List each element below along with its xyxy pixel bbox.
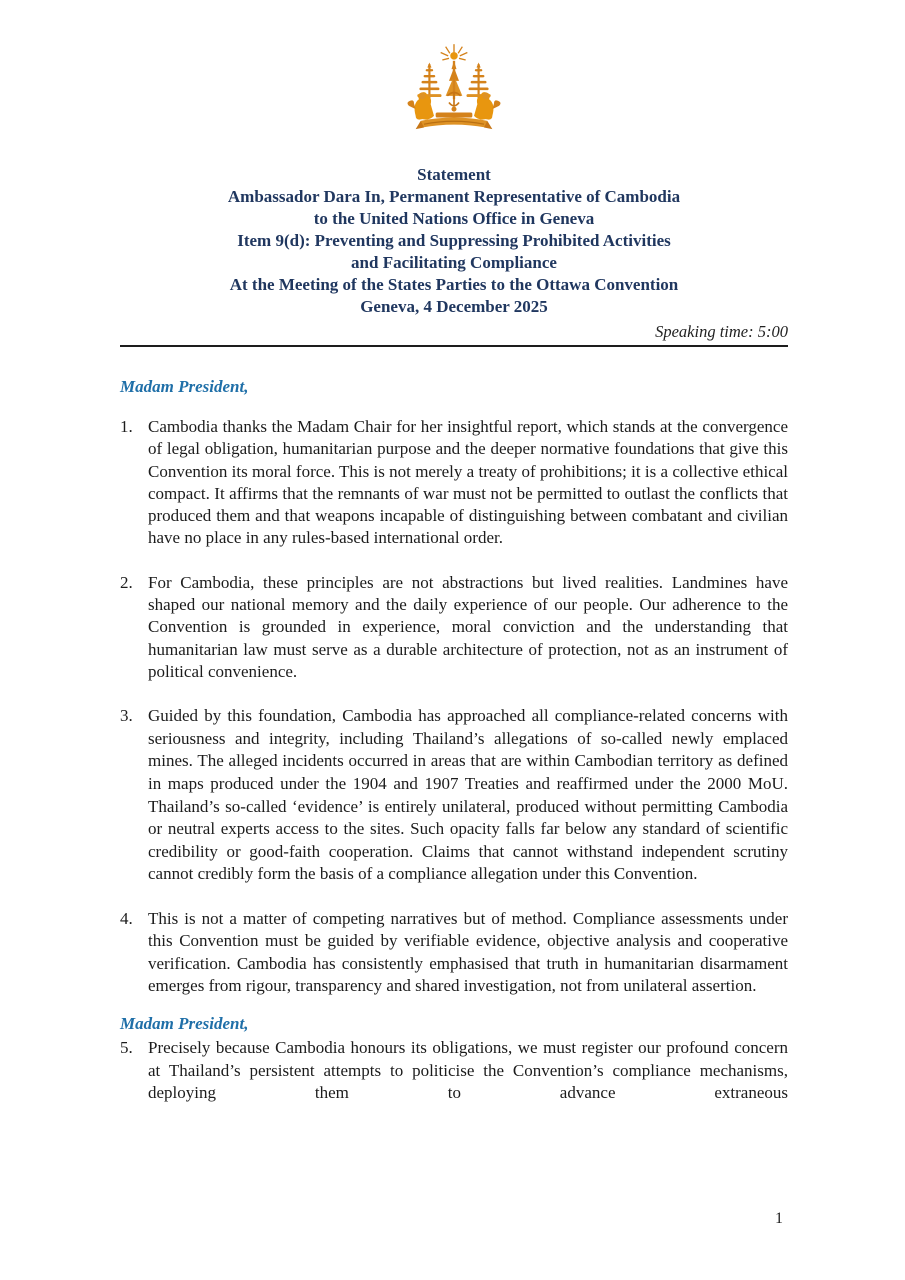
document-title-block bbox=[120, 164, 788, 318]
paragraph-number: 1. bbox=[120, 417, 133, 436]
title-line: and Facilitating Compliance bbox=[351, 253, 557, 272]
paragraph-text: Guided by this foundation, Cambodia has approached all compliance-related concerns with seriousness and integrity, including Thailand’s allegations of so-called newly emplaced mines. The alleged incidents occurred in areas that are within Cambodian territory as defined in maps produced under the 1904 and 1907 Treaties and reaffirmed under the 2000 MoU. Thailand’s so-called ‘evidence’ is entirely unilateral, produced without permitting Cambodia or neutral experts access to the sites. Such opacity falls far below any standard of scientific credibility or good-faith cooperation. Claims that cannot withstand independent scrutiny cannot credibly form the basis of a compliance allegation under this Convention. bbox=[148, 706, 788, 884]
title-line: At the Meeting of the States Parties to the Ottawa Convention bbox=[229, 275, 679, 294]
title-line: Geneva, 4 December 2025 bbox=[360, 297, 548, 316]
page-number: 1 bbox=[775, 1210, 783, 1227]
speaking-time-note: Speaking time: 5:00 bbox=[655, 322, 788, 341]
salutation: Madam President, bbox=[120, 377, 249, 396]
cambodia-royal-arms-icon bbox=[404, 44, 504, 136]
paragraph-1 bbox=[120, 416, 788, 550]
paragraph-2 bbox=[120, 572, 788, 683]
paragraph-text: This is not a matter of competing narratives but of method. Compliance assessments under this Convention must be guided by verifiable evidence, objective analysis and cooperative verification. Cambodia has consistently emphasised that truth in humanitarian disarmament emerges from rigour, transparency and shared investigation, not from unilateral assertion. bbox=[148, 909, 788, 995]
paragraph-text: Precisely because Cambodia honours its obligations, we must register our profound concern at Thailand’s persistent attempts to politicise the Convention’s compliance mechanisms, deploying them to advance extraneous bbox=[148, 1038, 788, 1102]
paragraph-3 bbox=[120, 705, 788, 886]
paragraph-text: Cambodia thanks the Madam Chair for her insightful report, which stands at the convergence of legal obligation, humanitarian purpose and the deeper normative foundations that give this Convention its moral force. This is not merely a treaty of prohibitions; it is a collective ethical compact. It affirms that the remnants of war must not be permitted to outlast the conflicts that produced them and that weapons incapable of distinguishing between combatant and civilian have no place in any rules-based international order. bbox=[148, 417, 788, 548]
paragraph-number: 3. bbox=[120, 706, 133, 726]
paragraph-number: 2. bbox=[120, 572, 133, 592]
paragraph-4 bbox=[120, 908, 788, 997]
paragraph-text: For Cambodia, these principles are not abstractions but lived realities. Landmines have shaped our national memory and the daily experience of our people. Our adherence to the Convention is grounded in experience, moral conviction and the understanding that humanitarian law must serve as a durable architecture of protection, not as an instrument of political convenience. bbox=[148, 572, 788, 681]
title-line: Ambassador Dara In, Permanent Representative of Cambodia bbox=[227, 187, 681, 206]
title-line: to the United Nations Office in Geneva bbox=[313, 209, 595, 228]
paragraph-5 bbox=[120, 1037, 788, 1104]
title-line: Statement bbox=[417, 165, 491, 184]
emblem-container bbox=[120, 0, 788, 136]
salutation: Madam President, bbox=[120, 1014, 249, 1034]
title-line: Item 9(d): Preventing and Suppressing Prohibited Activities bbox=[237, 231, 671, 250]
paragraph-number: 5. bbox=[120, 1038, 133, 1058]
paragraph-number: 4. bbox=[120, 909, 133, 929]
header-divider bbox=[120, 345, 788, 347]
